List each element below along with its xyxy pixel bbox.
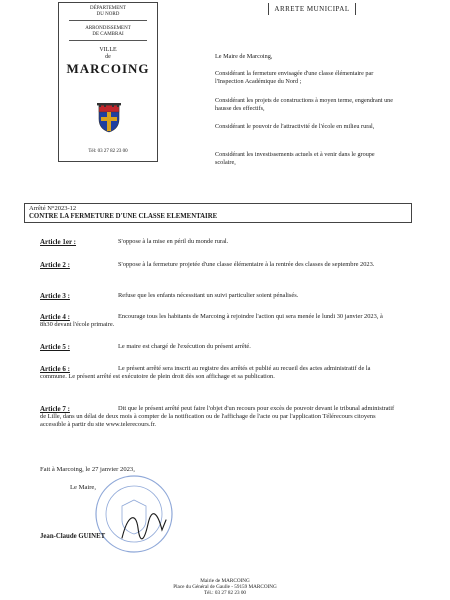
article-4-label: Article 4 : <box>40 313 70 321</box>
footer-line2: Place du Général de Gaulle - 59159 MARCOING <box>173 584 277 590</box>
article-6-label: Article 6 : <box>40 365 70 373</box>
arrondissement-line1: ARRONDISSEMENT <box>85 26 131 31</box>
article-7-text: Dit que le présent arrêté peut faire l'objet d'un recours pour excès de pouvoir devant le tribunal administratif de Lille, dans un délai de deux mois à compter de la notification ou de l'affichage de l'acte ou par l'application Télérecours citoyens accessible à partir du site www.telerecours.fr. <box>40 405 395 428</box>
considerant-3: Considérant le pouvoir de l'attractivité de l'école en milieu rural, <box>215 123 375 130</box>
article-6-text: Le présent arrêté sera inscrit au registre des arrêtés et publié au recueil des actes administratif de la commune. Le présent arrêté est exécutoire de plein droit dès son affichage et sa publication. <box>40 365 371 380</box>
coat-of-arms-icon <box>97 103 121 133</box>
considerant-1: Considérant la fermeture envisagée d'une classe élémentaire par l'Inspection Académique du Nord ; <box>215 70 374 85</box>
department-line2: DU NORD <box>96 12 120 17</box>
signatory-name: Jean-Claude GUINET <box>40 533 106 540</box>
article-2-text: S'oppose à la fermeture projetée d'une classe élémentaire à la rentrée des classes de septembre 2023. <box>118 261 375 268</box>
article-5-label: Article 5 : <box>40 343 70 351</box>
arrete-number: Arrêté N°2023-12 <box>29 205 77 212</box>
article-7-label: Article 7 : <box>40 405 70 413</box>
le-maire-label: Le Maire, <box>70 484 96 491</box>
header-box <box>58 2 158 162</box>
footer-line1: Mairie de MARCOING <box>200 578 250 584</box>
article-1-label: Article 1er : <box>40 238 77 246</box>
article-1-text: S'oppose à la mise en péril du monde rural. <box>118 238 229 245</box>
arrete-municipal-label: ARRETE MUNICIPAL <box>268 3 356 15</box>
article-4-text: Encourage tous les habitants de Marcoing à rejoindre l'action qui sera menée le lundi 30 janvier 2023, à 8h30 devant l'école primaire. <box>40 313 383 328</box>
arrete-title-box <box>24 203 412 223</box>
arrondissement-line2: DE CAMBRAI <box>92 32 124 37</box>
town-name: MARCOING <box>66 61 150 76</box>
considerant-2: Considérant les projets de constructions à moyen terme, engendrant une hausse des effectifs, <box>215 97 394 112</box>
article-5-text: Le maire est chargé de l'exécution du présent arrêté. <box>118 343 251 350</box>
article-3-label: Article 3 : <box>40 292 70 300</box>
de-label: de <box>105 54 111 60</box>
header-divider <box>69 20 147 21</box>
header-divider <box>69 40 147 41</box>
phone-number: Tél: 03 27 82 23 00 <box>88 149 128 154</box>
place-date: Fait à Marcoing, le 27 janvier 2023, <box>40 466 135 473</box>
signature-icon <box>118 508 170 544</box>
ville-label: VILLE <box>99 47 117 53</box>
footer-line3: Tél.: 03 27 82 23 00 <box>203 590 247 596</box>
arrete-title: CONTRE LA FERMETURE D'UNE CLASSE ELEMENTAIRE <box>29 213 218 220</box>
maire-preamble: Le Maire de Marcoing, <box>215 53 273 60</box>
article-3-text: Refuse que les enfants nécessitant un suivi particulier soient pénalisés. <box>118 292 299 299</box>
considerant-4: Considérant les investissements actuels et à venir dans le groupe scolaire, <box>215 151 375 166</box>
department-line1: DÉPARTEMENT <box>90 6 126 11</box>
article-2-label: Article 2 : <box>40 261 70 269</box>
